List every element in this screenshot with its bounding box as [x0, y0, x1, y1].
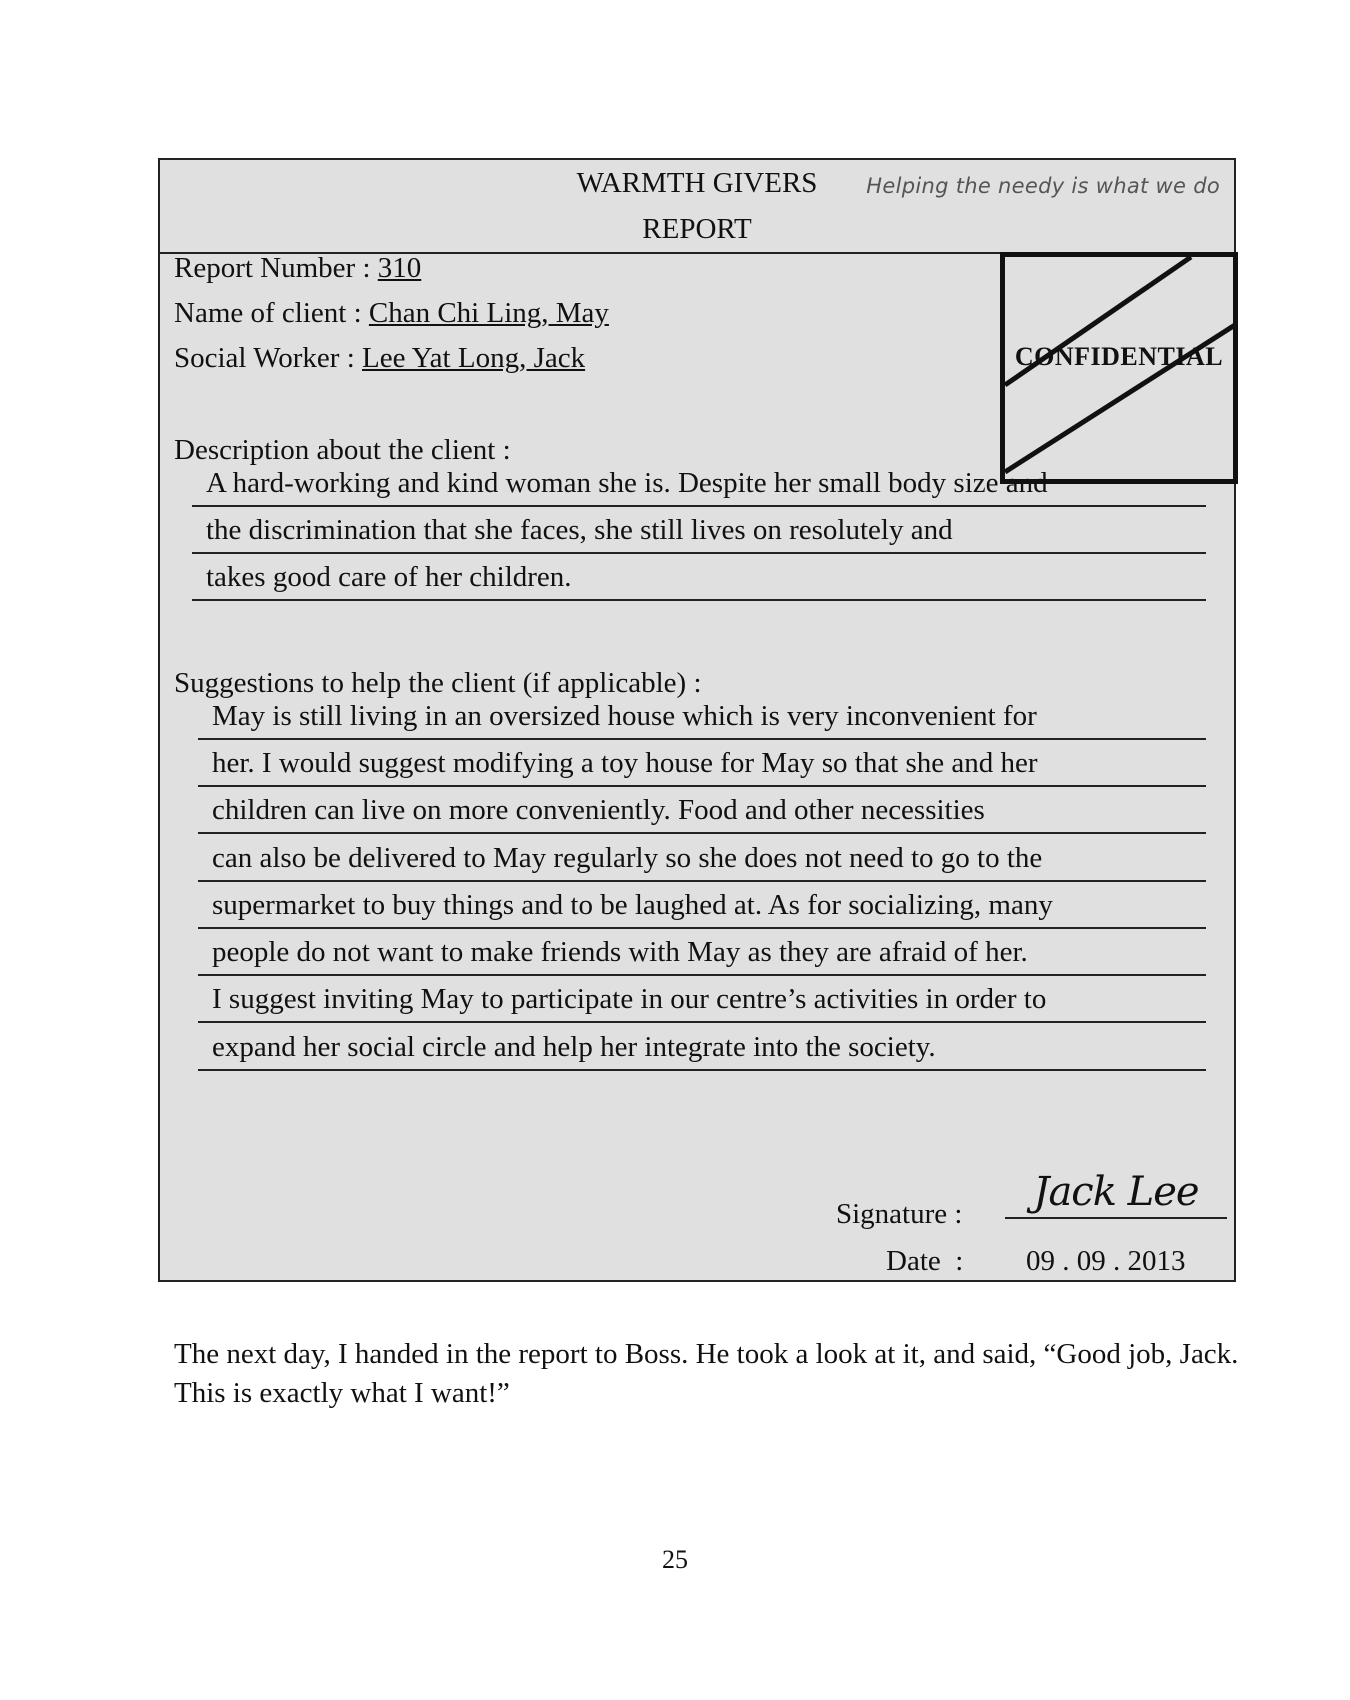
date-label: Date :	[886, 1245, 964, 1277]
report-number-value: 310	[377, 252, 422, 284]
report-header	[160, 160, 1234, 254]
social-worker-label: Social Worker :	[174, 342, 363, 374]
description-title: Description about the client :	[174, 434, 511, 466]
confidential-stamp	[1000, 252, 1238, 484]
narrative-paragraph: The next day, I handed in the report to Boss. He took a look at it, and said, “Good job, Jack. This is exactly what I want!”	[174, 1338, 1239, 1409]
suggestion-line: her. I would suggest modifying a toy house for May so that she and her	[198, 740, 1206, 787]
social-worker-value: Lee Yat Long, Jack	[362, 342, 586, 374]
date-value: 09 . 09 . 2013	[1026, 1245, 1186, 1277]
description-line: the discrimination that she faces, she still lives on resolutely and	[192, 507, 1206, 554]
report-form	[158, 158, 1236, 1282]
suggestion-line: I suggest inviting May to participate in our centre’s activities in order to	[198, 976, 1206, 1023]
report-number-label: Report Number :	[174, 252, 378, 284]
suggestion-line: people do not want to make friends with May as they are afraid of her.	[198, 929, 1206, 976]
suggestions-title: Suggestions to help the client (if applicable) :	[174, 667, 702, 699]
suggestion-line: children can live on more conveniently. Food and other necessities	[198, 787, 1206, 834]
suggestion-line: expand her social circle and help her integrate into the society.	[198, 1024, 1206, 1071]
report-title: REPORT	[642, 213, 752, 245]
description-line: A hard-working and kind woman she is. Despite her small body size and	[192, 460, 1206, 507]
suggestion-line: can also be delivered to May regularly so she does not need to go to the	[198, 835, 1206, 882]
social-worker-field	[174, 342, 585, 375]
client-name-value: Chan Chi Ling, May	[368, 297, 609, 329]
client-name-label: Name of client :	[174, 297, 369, 329]
description-line: takes good care of her children.	[192, 554, 1206, 601]
signature: Jack Lee	[1005, 1167, 1227, 1219]
organization-name: WARMTH GIVERS	[576, 167, 818, 199]
report-number-field	[174, 252, 421, 285]
client-name-field	[174, 297, 609, 330]
page-number: 25	[662, 1545, 688, 1574]
signature-label: Signature :	[836, 1198, 963, 1230]
suggestion-line: May is still living in an oversized house which is very inconvenient for	[198, 693, 1206, 740]
organization-motto: Helping the needy is what we do	[866, 174, 1220, 198]
suggestion-line: supermarket to buy things and to be laughed at. As for socializing, many	[198, 882, 1206, 929]
stamp-label: CONFIDENTIAL	[1014, 342, 1224, 371]
